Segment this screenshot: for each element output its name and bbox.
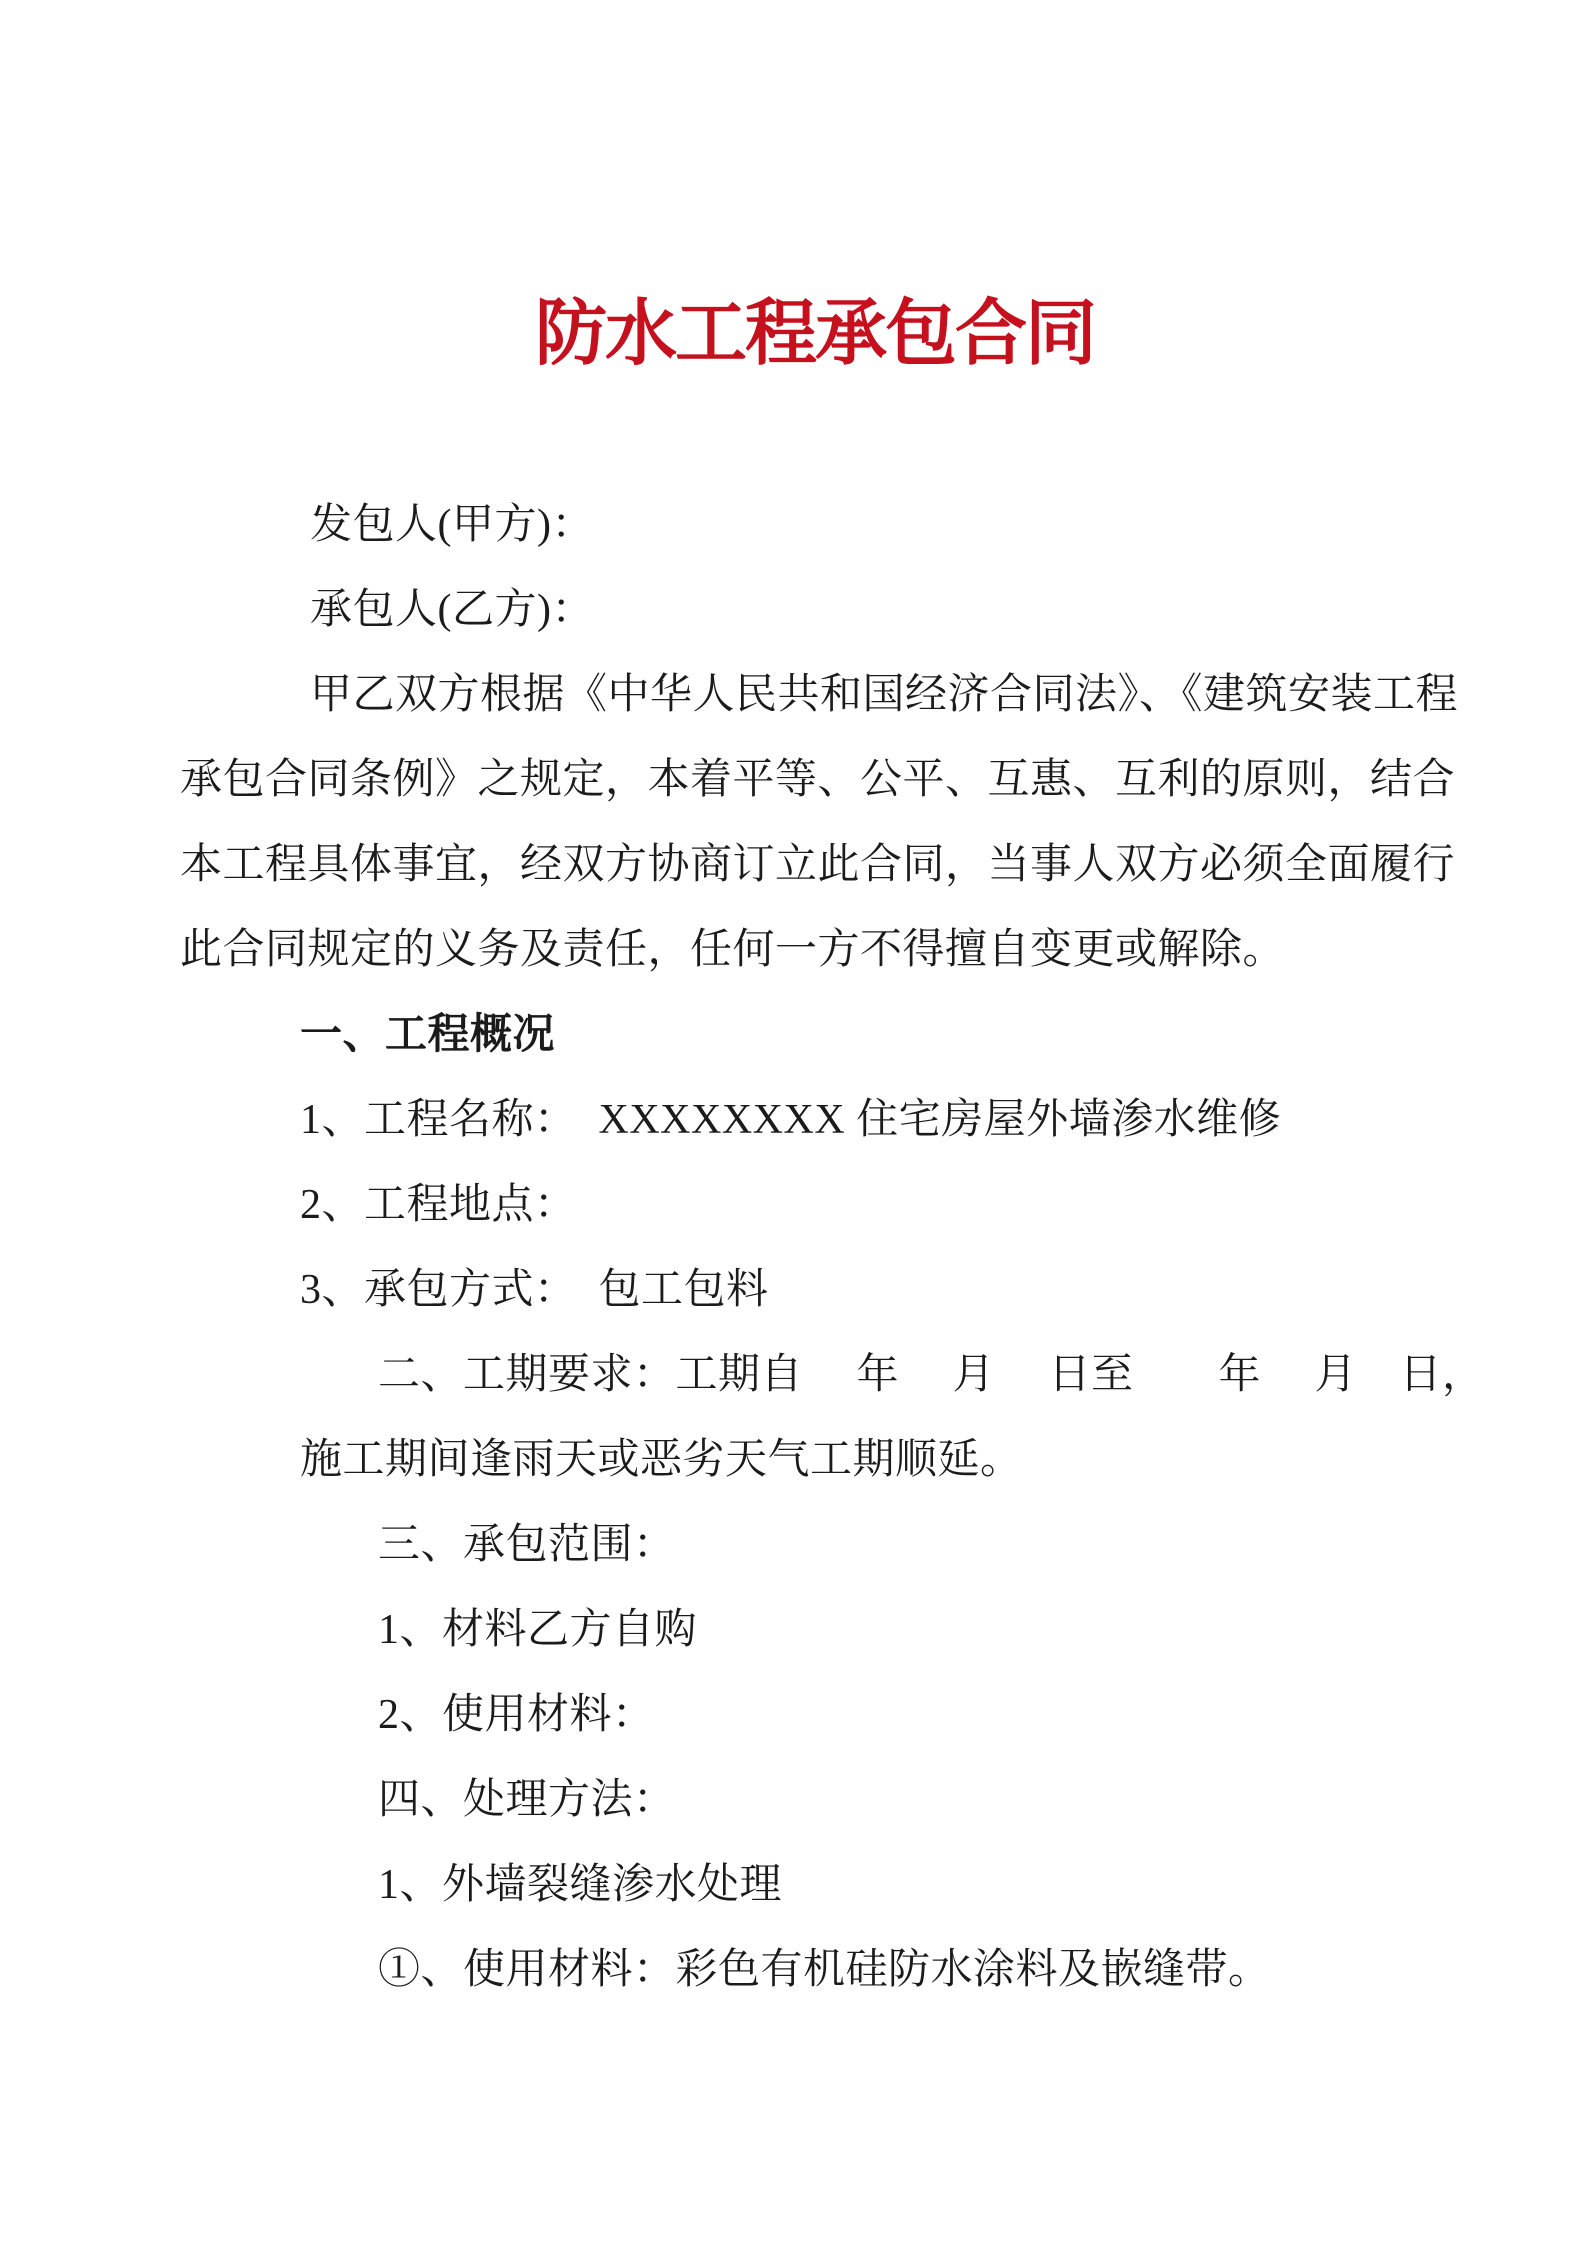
document-line: 1、外墙裂缝渗水处理 [378, 1862, 783, 1908]
document-line: ①、使用材料：彩色有机硅防水涂料及嵌缝带。 [378, 1947, 1271, 1993]
document-line: 承包合同条例》之规定，本着平等、公平、互惠、互利的原则，结合 [180, 757, 1456, 803]
document-body [0, 483, 1586, 2013]
document-line: 3、承包方式： 包工包料 [300, 1267, 769, 1313]
document-title: 防水工程承包合同 [534, 294, 1095, 374]
document-line: 2、使用材料： [378, 1692, 655, 1738]
document-line: 发包人(甲方)： [310, 502, 594, 548]
document-line: 甲乙双方根据《中华人民共和国经济合同法》、《建筑安装工程 [310, 672, 1459, 718]
document-line: 此合同规定的义务及责任，任何一方不得擅自变更或解除。 [180, 927, 1286, 973]
document-line: 一、工程概况 [300, 1012, 556, 1058]
document-line: 施工期间逢雨天或恶劣天气工期顺延。 [300, 1437, 1023, 1483]
document-line: 四、处理方法： [378, 1777, 676, 1823]
document-line: 三、承包范围： [378, 1522, 676, 1568]
document-line: 二、工期要求：工期自 年 月 日至 年 月 日， [378, 1352, 1485, 1398]
document-line: 1、工程名称： XXXXXXXX 住宅房屋外墙渗水维修 [300, 1097, 1282, 1143]
document-line: 承包人(乙方)： [310, 587, 594, 633]
document-line: 2、工程地点： [300, 1182, 577, 1228]
document-line: 1、材料乙方自购 [378, 1607, 698, 1653]
document-line: 本工程具体事宜，经双方协商订立此合同，当事人双方必须全面履行 [180, 842, 1456, 888]
